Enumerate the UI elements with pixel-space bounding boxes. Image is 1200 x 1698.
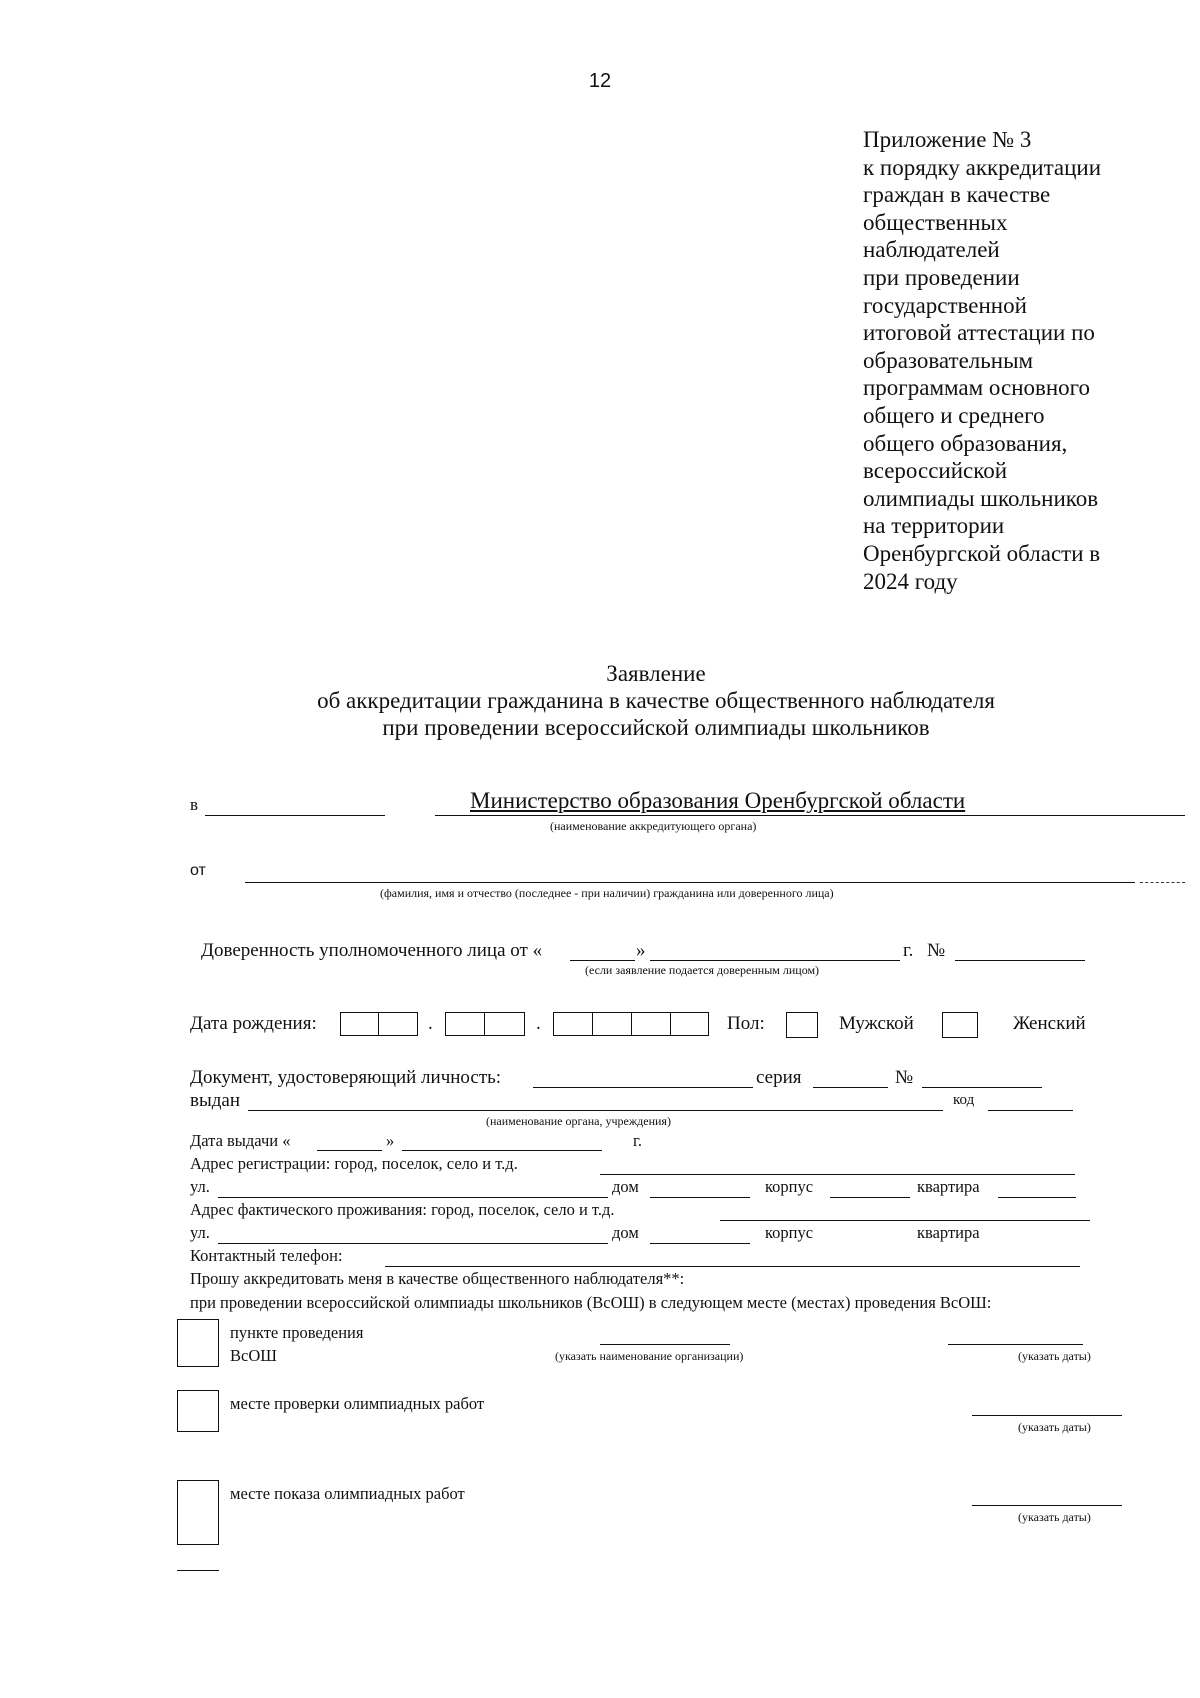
issue-date-label: Дата выдачи «: [190, 1131, 291, 1150]
cell-divider: [484, 1013, 485, 1035]
birth-month-box[interactable]: [445, 1012, 525, 1036]
appendix-line: общественных: [863, 209, 1008, 235]
accrediting-authority: Министерство образования Оренбургской области: [470, 788, 966, 813]
poa-year-label: г.: [903, 940, 914, 961]
option-checking-works-checkbox[interactable]: [177, 1390, 219, 1432]
actual-address-label: Адрес фактического проживания: город, поселок, село и т.д.: [190, 1200, 615, 1219]
appendix-line: государственной: [863, 292, 1027, 318]
doc-number-line[interactable]: [922, 1087, 1042, 1088]
apartment-label: квартира: [917, 1223, 980, 1242]
from-label: от: [190, 862, 206, 879]
issued-by-line[interactable]: [248, 1110, 943, 1111]
actual-house-line[interactable]: [650, 1243, 750, 1244]
actual-street-line[interactable]: [218, 1243, 608, 1244]
apartment-label: квартира: [917, 1177, 980, 1196]
appendix-line: 2024 году: [863, 568, 958, 594]
building-label: корпус: [765, 1177, 814, 1196]
option-showing-label: месте показа олимпиадных работ: [230, 1484, 465, 1503]
organization-caption: (указать наименование организации): [555, 1349, 744, 1363]
appendix-line: итоговой аттестации по: [863, 320, 1095, 346]
issue-day-line[interactable]: [317, 1150, 382, 1151]
dates-caption: (указать даты): [1018, 1420, 1091, 1434]
appendix-line: общего и среднего: [863, 402, 1045, 428]
request-text-2: при проведении всероссийской олимпиады школьников (ВсОШ) в следующем месте (местах) проведения ВсОШ:: [190, 1293, 992, 1312]
appendix-line: общего образования,: [863, 430, 1068, 456]
issue-month-line[interactable]: [402, 1150, 602, 1151]
appendix-line: Приложение № 3: [863, 127, 1032, 152]
option-checking-label: месте проверки олимпиадных работ: [230, 1394, 485, 1413]
date-separator: .: [428, 1013, 433, 1034]
issuer-caption: (наименование органа, учреждения): [486, 1114, 671, 1128]
cell-divider: [670, 1013, 671, 1035]
issued-by-label: выдан: [190, 1090, 241, 1111]
appendix-line: Оренбургской области в: [863, 540, 1101, 566]
issue-date-close: »: [386, 1131, 395, 1150]
poa-day-line[interactable]: [570, 960, 635, 961]
series-line[interactable]: [813, 1087, 888, 1088]
poa-caption: (если заявление подается доверенным лицом): [585, 963, 820, 977]
from-caption: (фамилия, имя и отчество (последнее - при наличии) гражданина или доверенного лица): [380, 886, 834, 900]
appendix-line: при проведении: [863, 264, 1020, 290]
poa-month-line[interactable]: [650, 960, 900, 961]
option-olympiad-venue-checkbox[interactable]: [177, 1319, 219, 1367]
from-line[interactable]: [245, 882, 1135, 883]
code-line[interactable]: [988, 1110, 1073, 1111]
appendix-line: олимпиады школьников: [863, 485, 1099, 511]
reg-house-line[interactable]: [650, 1197, 750, 1198]
issue-year-label: г.: [633, 1131, 643, 1150]
appendix-block: [863, 126, 1163, 595]
to-blank-line[interactable]: [205, 815, 385, 816]
option-showing-works-checkbox[interactable]: [177, 1480, 219, 1545]
building-label: корпус: [765, 1223, 814, 1242]
birth-year-box[interactable]: [553, 1012, 709, 1036]
id-document-line[interactable]: [533, 1087, 753, 1088]
street-label: ул.: [190, 1177, 210, 1196]
poa-number-sign: №: [927, 940, 946, 961]
reg-street-line[interactable]: [218, 1197, 608, 1198]
from-line-tail: [1140, 882, 1185, 883]
reg-building-line[interactable]: [830, 1197, 910, 1198]
poa-number-line[interactable]: [955, 960, 1085, 961]
request-text: Прошу аккредитовать меня в качестве общественного наблюдателя**:: [190, 1269, 685, 1288]
appendix-line: на территории: [863, 513, 1005, 539]
phone-label: Контактный телефон:: [190, 1246, 343, 1265]
to-label: в: [190, 795, 199, 814]
poa-label: Доверенность уполномоченного лица от «: [201, 940, 543, 961]
document-title: Заявление: [606, 661, 706, 686]
showing-dates-line[interactable]: [972, 1505, 1122, 1506]
checking-dates-line[interactable]: [972, 1415, 1122, 1416]
to-value-line: [435, 815, 1185, 816]
series-label: серия: [756, 1067, 802, 1088]
phone-line[interactable]: [385, 1266, 1080, 1267]
birth-date-label: Дата рождения:: [190, 1013, 317, 1034]
venue-organization-line[interactable]: [600, 1344, 730, 1345]
to-caption: (наименование аккредитующего органа): [550, 819, 757, 833]
appendix-line: граждан в качестве: [863, 182, 1051, 208]
female-label: Женский: [1013, 1013, 1086, 1034]
option-venue-label: пункте проведения: [230, 1323, 364, 1342]
appendix-line: образовательным: [863, 347, 1034, 373]
appendix-line: всероссийской: [863, 458, 1008, 484]
cell-divider: [592, 1013, 593, 1035]
dates-caption: (указать даты): [1018, 1349, 1091, 1363]
reg-address-line[interactable]: [600, 1174, 1075, 1175]
cell-divider: [631, 1013, 632, 1035]
venue-dates-line[interactable]: [948, 1344, 1083, 1345]
page-number: 12: [588, 70, 612, 92]
actual-address-line[interactable]: [720, 1220, 1090, 1221]
sex-label: Пол:: [727, 1013, 765, 1034]
cell-divider: [378, 1013, 379, 1035]
house-label: дом: [612, 1177, 639, 1196]
male-checkbox[interactable]: [786, 1012, 818, 1038]
female-checkbox[interactable]: [942, 1012, 978, 1038]
reg-apartment-line[interactable]: [998, 1197, 1076, 1198]
id-document-label: Документ, удостоверяющий личность:: [190, 1067, 502, 1088]
poa-quote-close: »: [636, 940, 646, 961]
birth-day-box[interactable]: [340, 1012, 418, 1036]
dates-caption: (указать даты): [1018, 1510, 1091, 1524]
doc-number-label: №: [895, 1067, 914, 1088]
male-label: Мужской: [839, 1013, 914, 1034]
appendix-line: наблюдателей: [863, 237, 1000, 263]
street-label: ул.: [190, 1223, 210, 1242]
code-label: код: [953, 1092, 975, 1108]
document-subtitle: об аккредитации гражданина в качестве общественного наблюдателя: [317, 688, 995, 713]
date-separator: .: [536, 1013, 541, 1034]
appendix-line: программам основного: [863, 375, 1091, 401]
footnote-separator: [177, 1570, 219, 1571]
house-label: дом: [612, 1223, 639, 1242]
reg-address-label: Адрес регистрации: город, поселок, село и т.д.: [190, 1154, 518, 1173]
option-venue-label-2: ВсОШ: [230, 1346, 277, 1365]
appendix-line: к порядку аккредитации: [863, 154, 1102, 180]
document-subtitle-2: при проведении всероссийской олимпиады школьников: [382, 715, 930, 740]
